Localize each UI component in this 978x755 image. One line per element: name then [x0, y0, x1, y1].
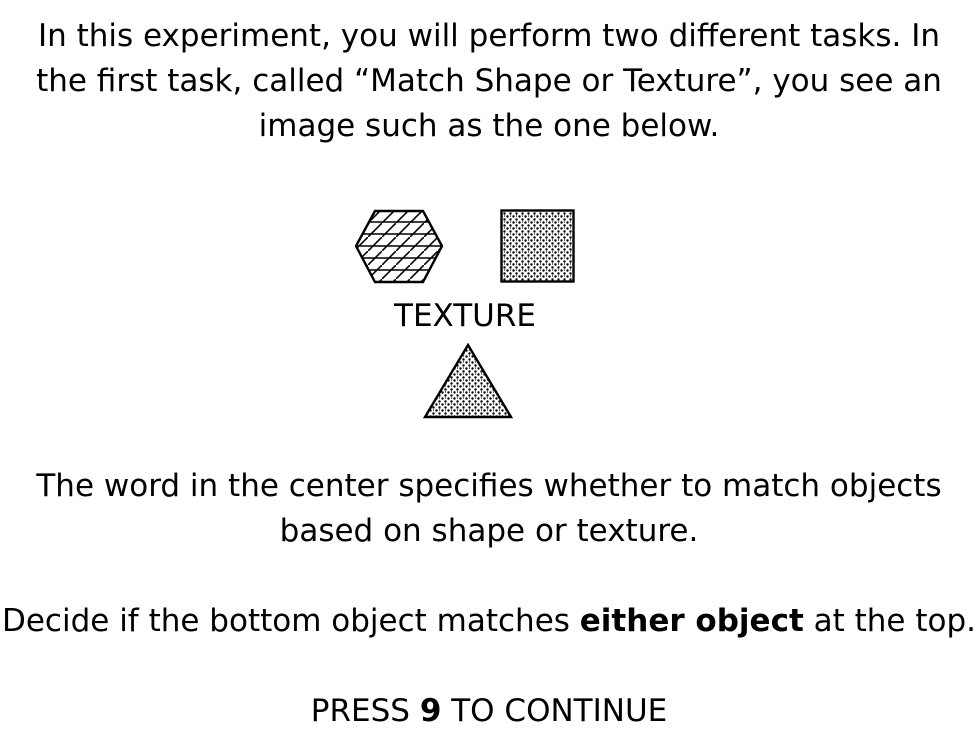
intro-line-2: the first task, called “Match Shape or Texture”, you see an [36, 63, 942, 99]
press-text-after: TO CONTINUE [441, 693, 668, 729]
press-to-continue-prompt [0, 689, 978, 734]
intro-paragraph [0, 14, 978, 149]
explain-line-1: The word in the center specifies whether to match objects [36, 468, 942, 504]
decide-text-after: at the top. [803, 603, 977, 639]
center-word: TEXTURE [394, 298, 536, 334]
decide-text-bold: either object [579, 603, 804, 639]
decide-instruction [0, 599, 978, 644]
press-text-before: PRESS [310, 693, 420, 729]
continue-key: 9 [419, 693, 442, 729]
square-dots-shape [500, 209, 575, 283]
explain-line-2: based on shape or texture. [279, 513, 699, 549]
intro-line-1: In this experiment, you will perform two different tasks. In [37, 18, 941, 54]
decide-text-before: Decide if the bottom object matches [1, 603, 580, 639]
intro-line-3: image such as the one below. [258, 108, 720, 144]
explain-paragraph [0, 464, 978, 554]
hexagon-stripes-shape [354, 209, 444, 284]
triangle-dots-shape [423, 343, 513, 419]
